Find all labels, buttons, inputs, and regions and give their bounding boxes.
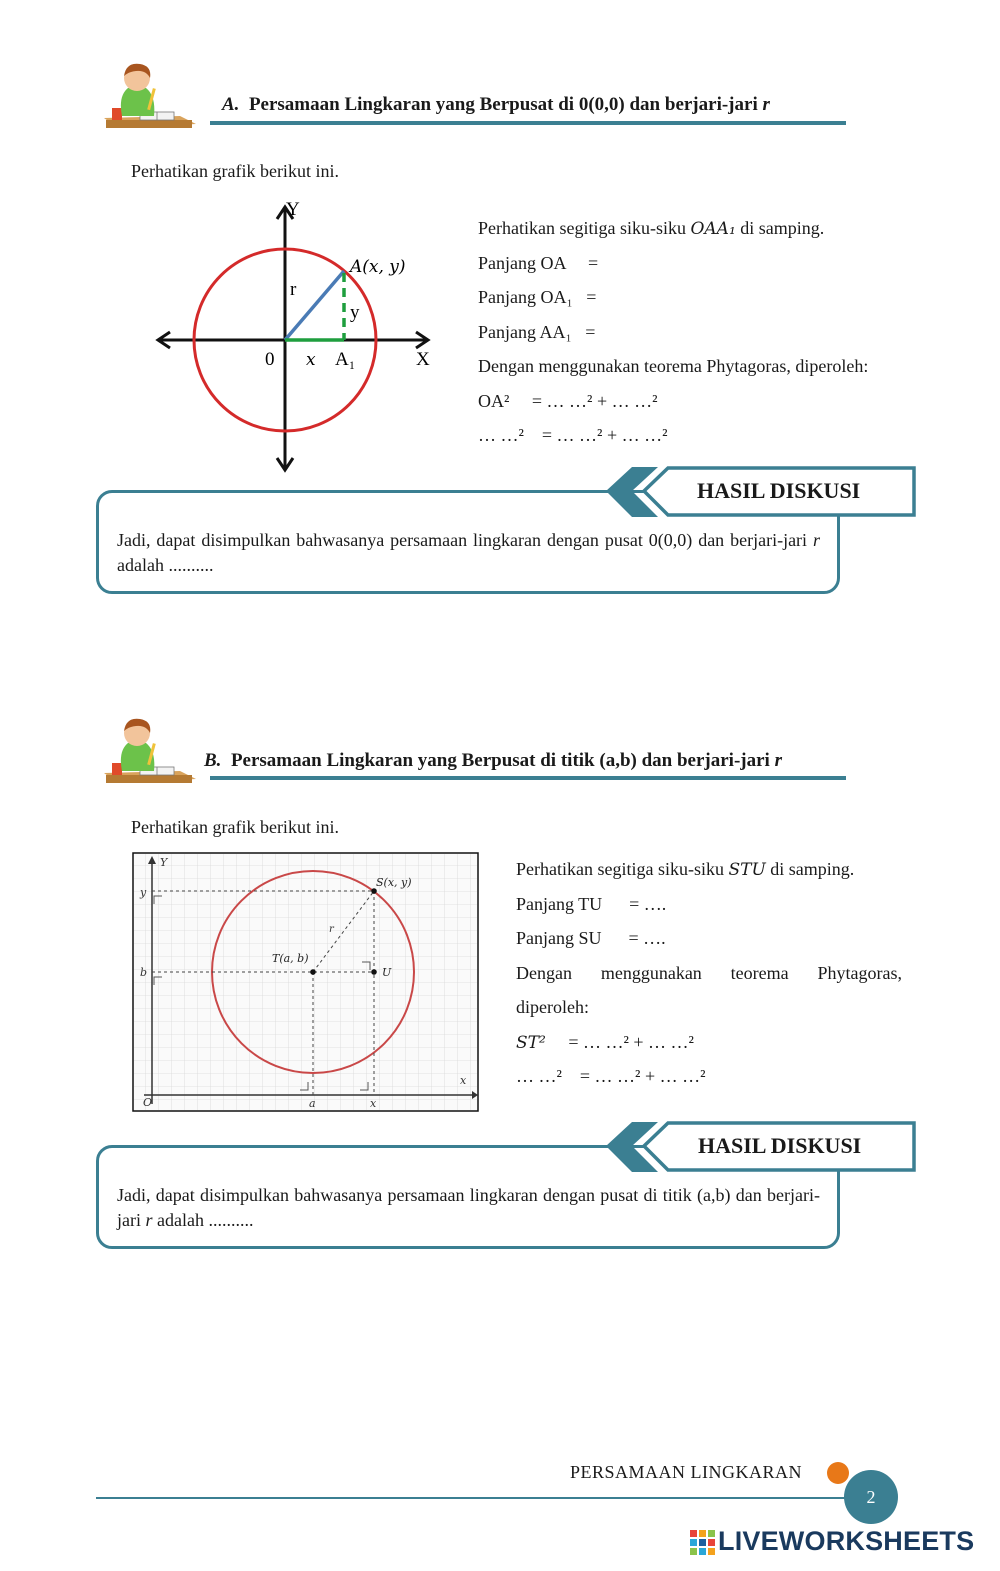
section-b-triangle-name: STU [728,860,766,880]
section-b-title-underline [210,776,846,780]
section-b-hasil-label: HASIL DISKUSI [698,1133,862,1158]
section-a-line-3: Panjang AA₁ = [478,321,596,342]
section-b-line-5b: = … …² + … …² [545,1031,694,1052]
section-b-line-5 [516,1025,902,1060]
section-a-hasil-part1: Jadi, dapat disimpulkan bahwasanya persamaan lingkaran dengan pusat 0(0,0) dan berjari-jari [117,530,813,550]
liveworksheets-brand: LIVEWORKSHEETS [718,1526,975,1556]
graph-b-tick-a: a [309,1097,316,1110]
section-a-intro: Perhatikan grafik berikut ini. [131,161,339,181]
graph-a-x-label: X [416,349,430,370]
graph-a-leg-y-label: y [350,302,360,323]
section-b-hasil-text [117,1183,820,1233]
section-b-line-0a: Perhatikan segitiga siku-siku [516,859,729,879]
section-a-hasil-part2: adalah .......... [117,555,214,575]
section-a-triangle-name: OAA₁ [690,219,736,239]
section-a-hasil-text [117,528,820,578]
student-reading-icon [100,58,200,132]
section-b-intro: Perhatikan grafik berikut ini. [131,817,339,837]
section-a-line-0a: Perhatikan segitiga siku-siku [478,218,691,238]
graph-b-tick-y: y [140,886,147,899]
page-number-badge: 2 [844,1470,898,1524]
section-b-line-6: … …² = … …² + … …² [516,1066,706,1086]
section-a-hasil-label: HASIL DISKUSI [697,478,861,503]
graph-b-point-t [310,969,316,975]
section-b-hasil-var: r [145,1210,153,1230]
section-b-title-text: Persamaan Lingkaran yang Berpusat di titik (a,b) dan berjari-jari [230,750,770,771]
graph-b-point-s [371,888,377,894]
graph-a-y-label: Y [286,199,300,220]
section-b-line-4: diperoleh: [516,997,589,1017]
section-a-line-4: Dengan menggunakan teorema Phytagoras, diperoleh: [478,356,869,376]
graph-a-a1-label: A₁ [335,349,356,370]
section-a-line-0c: di samping. [735,218,825,238]
section-a-title [222,94,770,116]
graph-b-origin-label: O [143,1096,153,1109]
section-b-letter: B. [204,750,222,771]
graph-b-radius-label: r [329,924,334,935]
section-a-title-underline [210,121,846,125]
graph-a-point-label: A(x, y) [350,257,406,277]
section-b-line-2: Panjang SU = …. [516,928,666,948]
section-b-line-0c: di samping. [765,859,855,879]
section-a-line-1: Panjang OA = [478,252,599,273]
section-a-letter: A. [222,94,240,115]
liveworksheets-logo-icon [690,1530,716,1556]
footer-line [96,1497,896,1499]
section-b-line-1: Panjang TU = …. [516,893,667,914]
section-a-line-0 [478,211,928,246]
graph-a-radius-label: r [290,279,297,300]
section-b-hasil-part2: adalah .......... [152,1210,254,1230]
section-a-line-2: Panjang OA₁ = [478,287,597,307]
section-a-hasil-var: r [812,530,820,550]
section-a-line-6: … …² = … …² + … …² [478,425,668,445]
section-b-explanation [516,852,902,1094]
graph-a-origin-label: 0 [265,349,275,370]
section-b-line-3: Dengan menggunakan teorema Phytagoras, [516,962,902,983]
graph-b-point-u-label: U [382,966,392,979]
graph-b-grid [134,854,477,1110]
section-a-title-text: Persamaan Lingkaran yang Berpusat di 0(0,0) dan berjari-jari [248,94,758,115]
graph-a-circle-origin [150,195,450,480]
graph-b-y-label: Y [160,856,168,869]
section-b-hasil-part1: Jadi, dapat disimpulkan bahwasanya persamaan lingkaran dengan pusat di titik (a,b) dan berjari-jari [117,1185,820,1230]
graph-b-tick-x: x [370,1097,377,1110]
section-b-title [204,750,782,772]
section-b-st-squared: ST² [516,1032,546,1053]
section-a-explanation [478,211,928,453]
graph-b-point-u [371,969,377,975]
footer-title: PERSAMAAN LINGKARAN [570,1462,803,1482]
section-a-title-var: r [762,94,770,115]
graph-b-point-t-label: T(a, b) [272,952,309,965]
section-b-title-var: r [774,750,782,771]
section-b-line-0 [516,852,902,887]
graph-b-circle-center [132,852,479,1112]
graph-b-x-label: x [460,1074,467,1087]
student-reading-icon-b [100,713,200,787]
footer-orange-dot-icon [827,1462,849,1484]
graph-b-point-s-label: S(x, y) [376,876,412,889]
graph-a-leg-x-label: x [306,350,316,370]
graph-b-tick-b: b [140,966,148,979]
section-a-line-5: OA² = … …² + … …² [478,390,658,411]
